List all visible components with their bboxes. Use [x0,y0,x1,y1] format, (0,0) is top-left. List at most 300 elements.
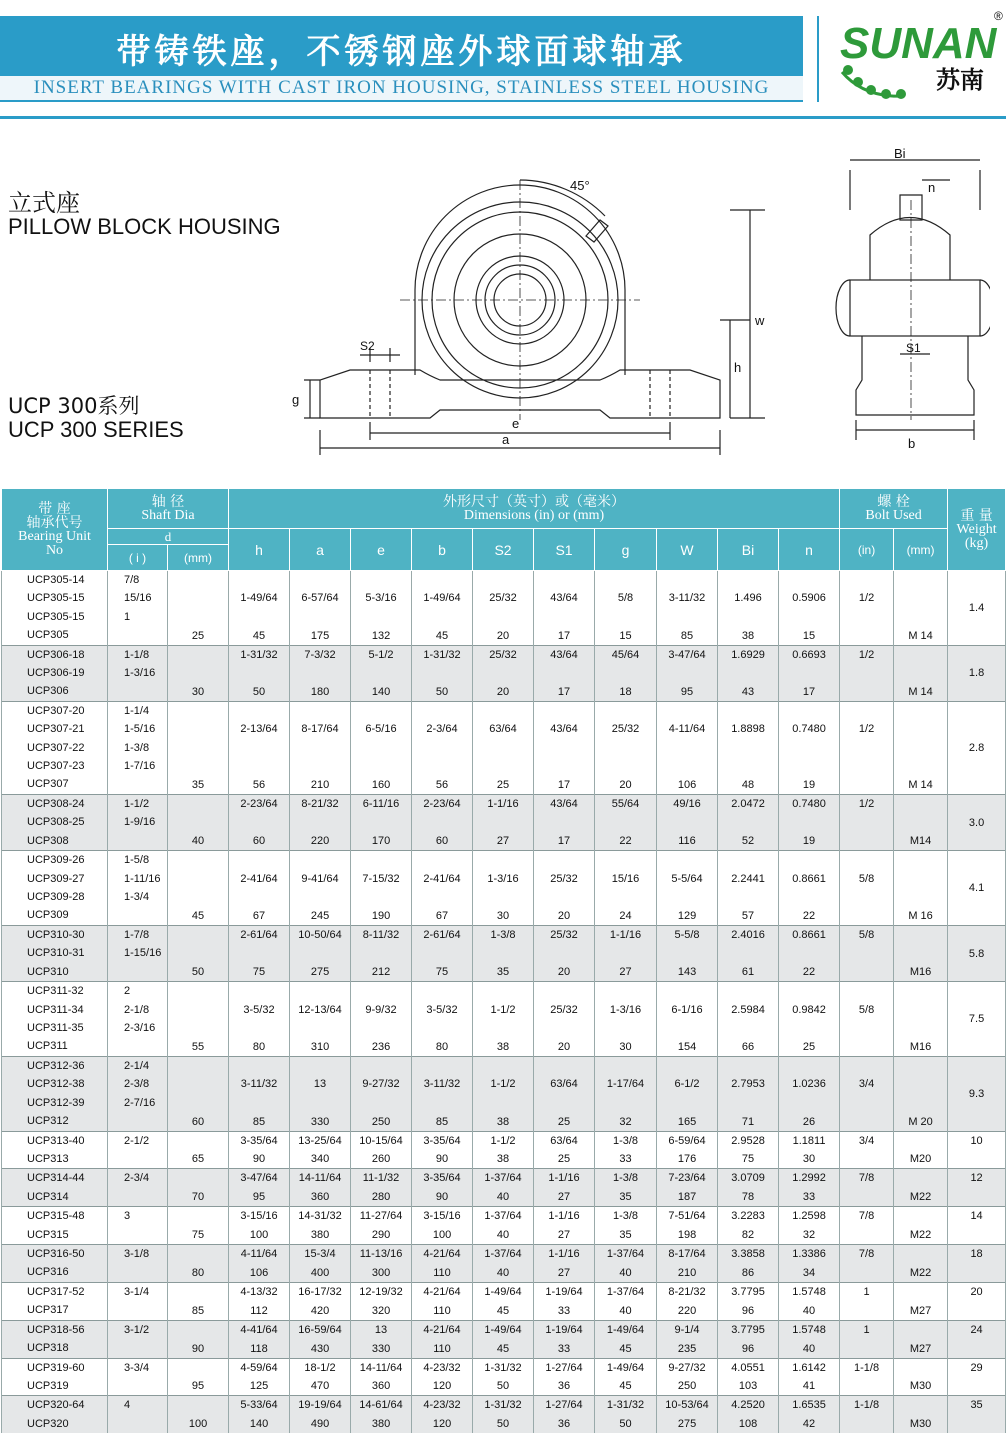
cell-bolt-in [840,982,894,1057]
unit-code: UCP315-48 [27,1210,85,1223]
dim-in-value: 0.7480 [792,798,826,811]
cell-dim-s1 [534,1131,595,1169]
cell-dim-b [412,1358,473,1396]
dim-in-value: 15/16 [611,872,640,885]
cell-shaft-mm [168,1396,229,1433]
dim-in-value: 63/64 [550,1078,578,1091]
dim-cell-wrap [412,1396,472,1433]
dim-cell-wrap [779,1169,839,1206]
dim-mm-value: 290 [371,1229,391,1242]
dim-cell-wrap [779,1245,839,1282]
header-weight-unit: (kg) [964,535,989,551]
dim-in-value: 3-11/32 [240,1078,278,1091]
label-s2: S2 [360,339,375,353]
dim-cell-wrap [290,1245,350,1282]
dim-cell-wrap [412,795,472,850]
weight-value: 24 [970,1323,983,1336]
cell-unit [2,851,108,926]
dim-in-value: 4-23/32 [423,1399,461,1412]
dim-in-value: 1.2598 [792,1210,826,1223]
header-rule [0,116,1006,119]
header-title-cn: 带铸铁座，不锈钢座外球面球轴承 [116,32,687,72]
unit-code: UCP308-24 [27,798,85,811]
shaft-in-value: 1-3/8 [124,741,150,754]
unit-code: UCP318-56 [27,1323,85,1336]
cell-shaft-mm [168,1207,229,1245]
dim-in-value: 1.5748 [792,1323,826,1336]
header-shaft-cn: 轴 径 [151,493,185,510]
dim-mm-value: 22 [802,966,816,979]
dim-cell-wrap [595,1132,656,1169]
unit-list [2,1132,107,1169]
dim-mm-value: 360 [310,1191,330,1204]
dim-mm-value: 26 [802,1115,816,1128]
cell-dim-s1 [534,701,595,794]
dim-mm-value: 20 [619,779,632,792]
bolt-mm-value: M20 [909,1153,932,1166]
cell-shaft-in [108,1131,168,1169]
dim-in-value: 1.0236 [792,1078,826,1091]
bolt-in-value: 1/2 [858,648,875,661]
dim-in-value: 55/64 [611,798,640,811]
dim-mm-value: 27 [557,1191,571,1204]
cell-dim-e [351,795,412,851]
dim-cell-wrap [534,926,594,981]
dim-in-value: 1-17/64 [606,1078,645,1091]
dim-cell-wrap [595,1359,656,1396]
cell-bolt-in [840,1207,894,1245]
dim-mm-value: 38 [496,1153,510,1166]
cell-dim-w [657,851,718,926]
dim-mm-value: 60 [252,835,266,848]
dim-mm-value: 40 [802,1304,816,1317]
shaft-in-value: 15/16 [124,592,152,605]
cell-dim-n [779,1320,840,1358]
shaft-mm-value: 70 [191,1191,205,1204]
dim-cell-wrap [412,1169,472,1206]
shaft-in-value: 2-3/4 [124,1172,150,1185]
dim-in-value: 25/32 [550,872,578,885]
unit-code: UCP316-50 [27,1248,85,1261]
dim-mm-value: 15 [802,629,816,642]
dim-cell-wrap [718,982,778,1056]
dim-in-value: 1-1/16 [487,798,519,811]
dim-in-value: 1-1/2 [490,1003,516,1016]
dim-in-value: 1.6535 [792,1399,826,1412]
dim-in-value: 1.5748 [792,1285,826,1298]
cell-unit [2,1282,108,1320]
dim-cell-wrap [229,1169,289,1206]
dim-mm-value: 80 [252,1040,266,1053]
cell-dim-g [595,1282,657,1320]
unit-list [2,926,107,981]
dim-in-value: 5-3/16 [365,592,397,605]
cell-dim-e [351,1396,412,1433]
header-shaft-mm: (mm) [168,545,229,571]
dim-cell-wrap [718,1207,778,1244]
shaft-in-value: 7/8 [124,574,140,586]
dim-cell-wrap [657,1359,717,1396]
cell-dim-w [657,1282,718,1320]
dim-cell-wrap [412,1359,472,1396]
label-g: g [292,392,300,407]
dim-in-value: 3-11/32 [668,592,706,605]
dim-in-value: 11-27/64 [359,1210,403,1223]
dim-mm-value: 160 [371,779,391,792]
header-shaft-in: ( i ) [108,545,168,571]
dim-cell-wrap [534,982,594,1056]
dim-in-value: 1-37/64 [484,1210,522,1223]
cell-bolt-mm [894,1396,948,1433]
shaft-mm-value: 40 [191,835,205,848]
weight-value: 18 [970,1248,983,1261]
dim-cell-wrap [351,795,411,850]
header-title-en: INSERT BEARINGS WITH CAST IRON HOUSING, STAINLESS STEEL HOUSING [0,76,803,100]
dim-cell-wrap [473,646,533,701]
dim-in-value: 2-23/64 [423,798,461,811]
cell-unit [2,645,108,701]
label-s1: S1 [906,341,921,355]
cell-unit [2,1358,108,1396]
col-s1: S1 [534,529,595,571]
dim-in-value: 8-21/32 [301,798,339,811]
cell-dim-a [290,1245,351,1283]
dim-mm-value: 100 [249,1229,269,1242]
col-w: W [657,529,718,571]
dim-mm-value: 175 [310,629,330,642]
side-view [836,160,990,440]
dim-cell-wrap [779,795,839,850]
unit-code: UCP314-44 [27,1172,85,1185]
dim-mm-value: 36 [557,1418,571,1431]
dim-in-value: 14-61/64 [359,1399,403,1412]
bolt-in-value: 3/4 [858,1078,875,1091]
dim-cell-wrap [290,926,350,981]
sunan-logo [834,6,1004,102]
shaft-mm-value: 90 [191,1342,205,1355]
dim-in-value: 5-5/8 [674,928,700,941]
dim-in-value: 1-49/64 [606,1361,645,1374]
cell-dim-h [229,645,290,701]
table-row [2,925,1006,981]
dim-in-value: 4-21/64 [423,1285,461,1298]
unit-code: UCP316 [27,1266,69,1279]
dim-mm-value: 90 [252,1153,266,1166]
cell-dim-bi [718,1245,779,1283]
table-row [2,701,1006,794]
dim-mm-value: 106 [249,1266,269,1279]
dim-cell-wrap [351,702,411,794]
cell-dim-s1 [534,925,595,981]
dim-cell-wrap [473,1169,533,1206]
dim-mm-value: 45 [252,629,266,642]
dim-mm-value: 120 [432,1380,452,1393]
dim-cell-wrap [412,1321,472,1358]
dim-mm-value: 96 [741,1342,755,1355]
table-row [2,1056,1006,1131]
dim-mm-value: 61 [741,966,755,979]
dim-cell-wrap [595,851,656,925]
dim-cell-wrap [657,1396,717,1433]
shaft-in-value: 1-9/16 [124,816,156,829]
dim-in-value: 0.9842 [792,1003,826,1016]
cell-weight [948,1320,1006,1358]
bolt-in-value: 1 [863,1285,870,1298]
dim-cell-wrap [657,1245,717,1282]
shaft-in-list [108,702,167,776]
dim-cell-wrap [229,1396,289,1433]
dim-in-value: 43/64 [550,798,578,811]
weight-value: 4.1 [968,882,985,895]
cell-dim-g [595,1396,657,1433]
cell-dim-b [412,1207,473,1245]
dim-cell-wrap [473,1207,533,1244]
cell-shaft-mm [168,1245,229,1283]
dim-mm-value: 45 [435,629,449,642]
unit-list [2,1057,107,1131]
unit-list [2,1169,107,1206]
dim-cell-wrap [779,1396,839,1433]
dim-in-value: 10-50/64 [298,928,342,941]
bolt-in-value: 3/4 [858,1134,875,1147]
unit-code: UCP319-60 [27,1361,85,1374]
cell-dim-s1 [534,1056,595,1131]
cell-dim-w [657,571,718,646]
unit-code: UCP307-22 [27,741,85,754]
dim-mm-value: 25 [557,1153,571,1166]
cell-shaft-in [108,645,168,701]
dim-mm-value: 75 [741,1153,755,1166]
dim-mm-value: 125 [249,1380,269,1393]
weight-value: 29 [970,1361,983,1374]
shaft-mm-value: 65 [191,1153,205,1166]
dim-cell-wrap [718,795,778,850]
shaft-in-value: 1-15/16 [124,947,162,960]
shaft-in-value: 1-1/4 [124,704,150,717]
dim-mm-value: 260 [371,1153,391,1166]
cell-dim-h [229,1396,290,1433]
dim-in-value: 1-3/16 [487,872,519,885]
cell-dim-e [351,1169,412,1207]
dim-mm-value: 50 [435,685,449,698]
cell-dim-h [229,1245,290,1283]
dim-in-value: 13 [374,1323,388,1336]
dim-in-value: 10-53/64 [665,1399,709,1412]
dim-in-value: 4-21/64 [423,1248,461,1261]
cell-shaft-mm [168,1056,229,1131]
dim-in-value: 4-23/32 [423,1361,461,1374]
cell-shaft-in [108,1282,168,1320]
unit-list [2,1207,107,1244]
bolt-mm-value: M22 [909,1191,932,1204]
dim-in-value: 1.2992 [792,1172,826,1185]
dim-mm-value: 45 [496,1304,510,1317]
dim-cell-wrap [718,851,778,925]
cell-dim-h [229,1169,290,1207]
dim-mm-value: 80 [435,1040,449,1053]
shaft-in-value: 3-1/2 [124,1323,150,1336]
dim-in-value: 12-13/64 [298,1003,342,1016]
cell-dim-h [229,982,290,1057]
dim-cell-wrap [412,1283,472,1320]
cell-bolt-mm [894,1245,948,1283]
cell-dim-w [657,1320,718,1358]
dim-cell-wrap [412,982,472,1056]
unit-code: UCP317-52 [27,1285,85,1298]
cell-unit [2,1396,108,1433]
dim-in-value: 2-41/64 [240,872,278,885]
dim-mm-value: 275 [677,1418,697,1431]
cell-shaft-mm [168,982,229,1057]
shaft-in-value: 2-1/2 [124,1134,150,1147]
header-dim-cn: 外形尺寸（英寸）或（毫米） [443,493,626,510]
dim-cell-wrap [412,571,472,645]
header-dimensions [229,489,840,529]
dim-cell-wrap [534,1169,594,1206]
cell-dim-n [779,1282,840,1320]
cell-dim-h [229,571,290,646]
dim-mm-value: 40 [619,1266,632,1279]
unit-code: UCP305-14 [27,574,85,586]
dim-cell-wrap [473,1321,533,1358]
dim-in-value: 3-15/16 [423,1210,461,1223]
dim-cell-wrap [290,1283,350,1320]
cell-unit [2,982,108,1057]
weight-value: 20 [970,1285,983,1298]
cell-dim-h [229,1207,290,1245]
dim-cell-wrap [718,1057,778,1131]
cell-weight [948,1245,1006,1283]
bolt-in-value: 1-1/8 [854,1361,880,1374]
cell-dim-s2 [473,982,534,1057]
cell-dim-a [290,1056,351,1131]
cell-dim-bi [718,701,779,794]
cell-dim-b [412,1245,473,1283]
series-title-cn: UCP 300系列 [8,394,140,418]
dim-in-value: 1.6142 [792,1361,826,1374]
cell-dim-s1 [534,1396,595,1433]
dim-in-value: 16-17/32 [298,1285,342,1298]
header-unit-en2: No [45,542,64,558]
dim-in-value: 1-3/8 [612,1134,639,1147]
cell-dim-n [779,701,840,794]
dim-mm-value: 170 [371,835,391,848]
dim-in-value: 1-1/16 [548,1248,580,1261]
dim-mm-value: 95 [252,1191,266,1204]
dim-mm-value: 17 [557,779,571,792]
dim-mm-value: 48 [741,779,755,792]
dim-in-value: 0.5906 [792,592,826,605]
dim-mm-value: 45 [496,1342,510,1355]
dim-in-value: 2.2441 [731,872,765,885]
dim-mm-value: 143 [677,966,697,979]
shaft-in-value: 1-11/16 [124,872,161,885]
unit-list [2,1321,107,1358]
cell-shaft-in [108,1320,168,1358]
dim-cell-wrap [657,571,717,645]
dim-in-value: 4-59/64 [240,1361,278,1374]
unit-code: UCP318 [27,1342,69,1355]
dim-cell-wrap [534,1057,594,1131]
cell-dim-s2 [473,1131,534,1169]
label-n: n [928,180,936,195]
dim-in-value: 3.0709 [731,1172,765,1185]
unit-code: UCP306 [27,685,69,698]
cell-dim-b [412,795,473,851]
dim-cell-wrap [657,1169,717,1206]
cell-bolt-in [840,571,894,646]
dim-in-value: 4-13/32 [240,1285,278,1298]
weight-value: 3.0 [968,816,985,829]
table-row [2,1358,1006,1396]
cell-bolt-mm [894,1282,948,1320]
cell-bolt-mm [894,1131,948,1169]
bolt-in-value: 1/2 [858,592,875,605]
dim-mm-value: 56 [252,779,266,792]
cell-weight [948,1207,1006,1245]
shaft-in-list [108,1132,167,1150]
dim-cell-wrap [412,1207,472,1244]
cell-bolt-in [840,925,894,981]
cell-dim-s1 [534,645,595,701]
dim-cell-wrap [657,1057,717,1131]
dim-mm-value: 35 [619,1191,632,1204]
cell-dim-s2 [473,1358,534,1396]
cell-bolt-in [840,1358,894,1396]
bolt-in-value: 1 [863,1323,870,1336]
dim-in-value: 1.496 [734,592,762,605]
cell-dim-g [595,701,657,794]
section-title-en: PILLOW BLOCK HOUSING [8,214,281,239]
dim-mm-value: 110 [433,1342,451,1355]
cell-dim-bi [718,1320,779,1358]
unit-code: UCP309-27 [27,872,85,885]
dim-mm-value: 25 [802,1040,816,1053]
dim-cell-wrap [718,1132,778,1169]
dim-in-value: 25/32 [611,723,640,736]
label-angle: 45° [570,178,590,193]
cell-dim-h [229,1056,290,1131]
dim-cell-wrap [718,646,778,701]
unit-code: UCP306-18 [27,648,85,661]
bolt-mm-value: M16 [909,966,932,979]
dim-in-value: 9-27/32 [362,1078,400,1091]
cell-dim-w [657,1169,718,1207]
dim-mm-value: 33 [802,1191,816,1204]
cell-weight [948,795,1006,851]
unit-code: UCP317 [27,1304,69,1317]
cell-dim-n [779,1056,840,1131]
dim-mm-value: 40 [496,1191,510,1204]
dim-cell-wrap [657,982,717,1056]
dim-in-value: 1-49/64 [240,592,278,605]
bolt-mm-value: M30 [909,1380,932,1393]
unit-code: UCP312-38 [27,1078,85,1091]
unit-code: UCP312 [27,1115,69,1128]
bolt-mm-value: M22 [909,1229,932,1242]
dim-cell-wrap [779,926,839,981]
shaft-in-value: 1-5/16 [124,723,156,736]
shaft-in-value: 1-7/16 [124,760,156,773]
dim-cell-wrap [229,571,289,645]
dim-cell-wrap [412,702,472,794]
cell-weight [948,1282,1006,1320]
cell-shaft-in [108,1207,168,1245]
dim-in-value: 2.7953 [731,1078,765,1091]
cell-dim-s2 [473,851,534,926]
dim-cell-wrap [718,702,778,794]
dim-cell-wrap [534,1245,594,1282]
